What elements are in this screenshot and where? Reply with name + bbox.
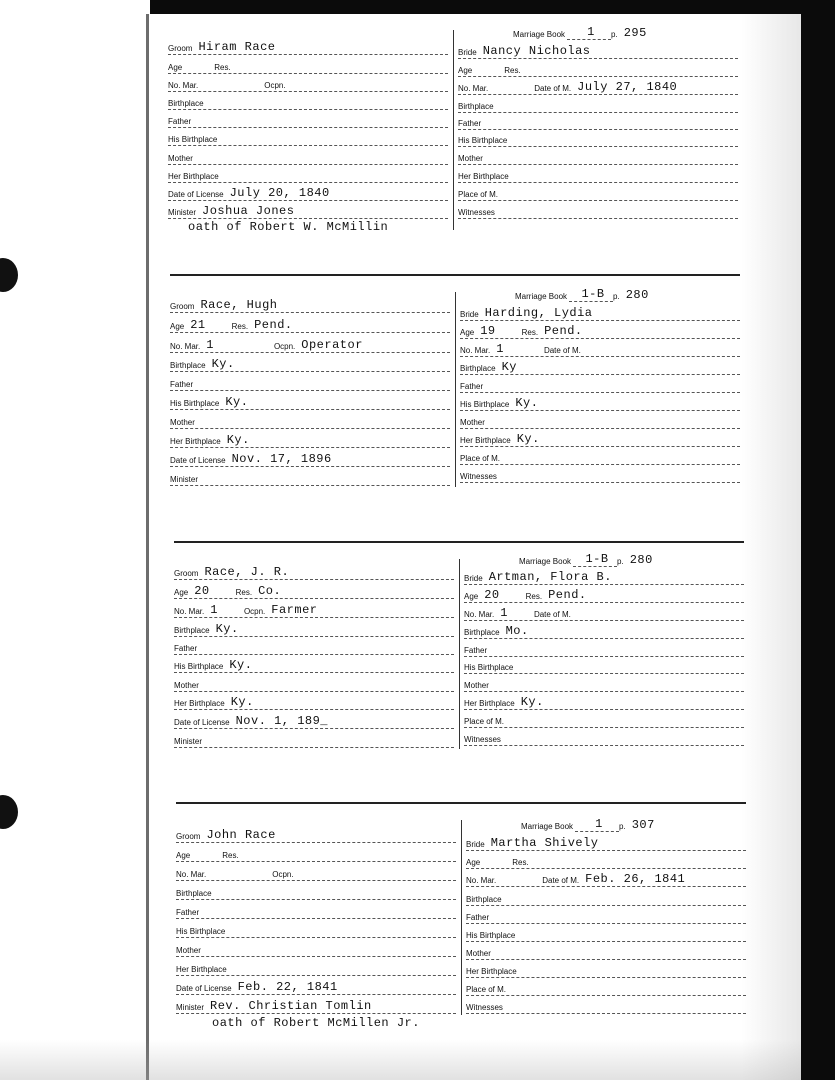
label-her-birthplace: Her Birthplace: [464, 699, 515, 708]
bride-birthplace-row: [458, 96, 738, 113]
label-marriage-book: Marriage Book: [519, 557, 572, 566]
label-date-of-license: Date of License: [176, 984, 232, 993]
label-mother: Mother: [460, 418, 485, 427]
bride-witnesses-row: [466, 997, 746, 1014]
label-her-birthplace: Her Birthplace: [458, 172, 509, 181]
label-her-birthplace: Her Birthplace: [176, 965, 227, 974]
groom-father-row: [170, 374, 450, 391]
label-marriage-book: Marriage Book: [521, 822, 574, 831]
label-age: Age: [466, 858, 481, 867]
punch-hole-lower: [0, 795, 18, 829]
groom-name: John Race: [206, 828, 276, 842]
scan-bottom-noise: [0, 1040, 801, 1080]
bride-age: 20: [484, 588, 500, 602]
marriage-book-number: 1-B: [569, 288, 613, 302]
label-his-birthplace: His Birthplace: [458, 136, 508, 145]
marriage-book-ref: [519, 551, 653, 567]
bride-name-row: [458, 42, 738, 59]
scan-frame-right: [801, 0, 835, 1080]
bride-nomar-row: [458, 78, 738, 95]
groom-age: 21: [190, 318, 206, 332]
label-her-birthplace: Her Birthplace: [466, 967, 517, 976]
label-bride: Bride: [458, 48, 477, 57]
bride-mother-row: [458, 148, 738, 165]
label-ocpn: Ocpn.: [272, 870, 294, 879]
marriage-book-page: 280: [629, 553, 653, 567]
bride-father-row: [458, 113, 738, 130]
bride-date-of-m: Feb. 26, 1841: [585, 872, 686, 886]
label-groom: Groom: [170, 302, 195, 311]
bride-age-row: [458, 60, 738, 77]
bride-res: Pend.: [548, 588, 587, 602]
label-birthplace: Birthplace: [458, 102, 494, 111]
marriage-book-ref: [515, 286, 649, 302]
bride-her-birthplace: Ky.: [520, 695, 544, 709]
bride-mother-row: [460, 412, 740, 429]
marriage-book-number: 1-B: [573, 553, 617, 567]
label-no-mar: No. Mar.: [466, 876, 497, 885]
label-ocpn: Ocpn.: [273, 342, 296, 351]
label-ocpn: Ocpn.: [243, 607, 266, 616]
card-top-rule: [170, 274, 740, 276]
label-no-mar: No. Mar.: [464, 610, 495, 619]
groom-mother-row: [170, 412, 450, 429]
groom-her-birthplace-row: [170, 431, 450, 448]
label-res: Res.: [222, 851, 239, 860]
marriage-book-page: 307: [631, 818, 655, 832]
label-his-birthplace: His Birthplace: [168, 135, 218, 144]
groom-her-birthplace: Ky.: [230, 695, 254, 709]
groom-name: Race, J. R.: [204, 565, 290, 579]
label-bride: Bride: [464, 574, 483, 583]
label-res: Res.: [512, 858, 529, 867]
label-page: p.: [617, 557, 624, 566]
groom-name-row: [168, 38, 448, 55]
groom-date-of-license: July 20, 1840: [229, 186, 330, 200]
label-birthplace: Birthplace: [460, 364, 496, 373]
bride-name: Artman, Flora B.: [488, 570, 612, 584]
bride-name-row: [466, 834, 746, 851]
bride-place-of-m-row: [464, 711, 744, 728]
marriage-card-3: [174, 541, 744, 751]
label-age: Age: [168, 63, 183, 72]
bride-name: Nancy Nicholas: [482, 44, 591, 58]
label-birthplace: Birthplace: [464, 628, 500, 637]
label-her-birthplace: Her Birthplace: [174, 699, 225, 708]
label-groom: Groom: [176, 832, 201, 841]
bride-birthplace-row: [460, 358, 740, 375]
label-mother: Mother: [176, 946, 201, 955]
label-res: Res.: [235, 588, 253, 597]
label-mother: Mother: [464, 681, 489, 690]
label-birthplace: Birthplace: [170, 361, 206, 370]
label-her-birthplace: Her Birthplace: [460, 436, 511, 445]
label-father: Father: [460, 382, 484, 391]
label-father: Father: [170, 380, 194, 389]
marriage-book-ref: [513, 24, 647, 40]
label-res: Res.: [214, 63, 231, 72]
bride-his-birthplace-row: [460, 394, 740, 411]
label-res: Res.: [521, 328, 539, 337]
bride-his-birthplace-row: [466, 925, 746, 942]
bride-father-row: [460, 376, 740, 393]
groom-license-row: [174, 712, 454, 729]
groom-name: Race, Hugh: [200, 298, 278, 312]
bride-birthplace: Ky: [501, 360, 517, 374]
groom-birthplace: Ky.: [215, 622, 239, 636]
label-date-of-m: Date of M.: [543, 346, 581, 355]
label-marriage-book: Marriage Book: [513, 30, 566, 39]
label-minister: Minister: [174, 737, 203, 746]
groom-ocpn: Operator: [301, 338, 363, 352]
bride-mother-row: [466, 943, 746, 960]
card-divider: [453, 30, 454, 230]
label-page: p.: [613, 292, 620, 301]
label-date-of-m: Date of M.: [533, 610, 571, 619]
label-page: p.: [619, 822, 626, 831]
groom-minister: Joshua Jones: [202, 204, 295, 218]
groom-license-row: [176, 978, 456, 995]
label-place-of-m: Place of M.: [458, 190, 499, 199]
groom-father-row: [174, 638, 454, 655]
label-father: Father: [464, 646, 488, 655]
label-birthplace: Birthplace: [168, 99, 204, 108]
card-note: oath of Robert McMillen Jr.: [212, 1016, 420, 1030]
scan-frame-top: [150, 0, 835, 14]
groom-minister-row: [170, 469, 450, 486]
groom-ocpn: Farmer: [271, 603, 318, 617]
bride-his-birthplace-row: [458, 130, 738, 147]
groom-his-birthplace-row: [170, 393, 450, 410]
scan-edge-shade: [741, 14, 801, 1080]
marriage-book-page: 295: [623, 26, 647, 40]
label-age: Age: [174, 588, 189, 597]
groom-his-birthplace-row: [176, 921, 456, 938]
label-mother: Mother: [174, 681, 199, 690]
bride-her-birthplace-row: [460, 430, 740, 447]
label-witnesses: Witnesses: [466, 1003, 503, 1012]
marriage-card-4: [176, 802, 746, 1042]
card-top-rule: [176, 802, 746, 804]
groom-no-mar: 1: [210, 603, 218, 617]
label-birthplace: Birthplace: [176, 889, 212, 898]
bride-age-row: [464, 586, 744, 603]
groom-date-of-license: Nov. 1, 189_: [235, 714, 329, 728]
bride-name: Harding, Lydia: [484, 306, 593, 320]
label-his-birthplace: His Birthplace: [176, 927, 226, 936]
bride-witnesses-row: [460, 466, 740, 483]
label-mother: Mother: [458, 154, 483, 163]
groom-father-row: [176, 902, 456, 919]
marriage-book-ref: [521, 816, 655, 832]
card-divider: [455, 292, 456, 487]
groom-license-row: [168, 184, 448, 201]
label-her-birthplace: Her Birthplace: [170, 437, 221, 446]
label-no-mar: No. Mar.: [170, 342, 201, 351]
groom-his-birthplace: Ky.: [225, 395, 249, 409]
groom-license-row: [170, 450, 450, 467]
label-no-mar: No. Mar.: [168, 81, 199, 90]
bride-birthplace-row: [464, 622, 744, 639]
groom-name: Hiram Race: [198, 40, 276, 54]
label-date-of-license: Date of License: [170, 456, 226, 465]
bride-name-row: [464, 568, 744, 585]
label-no-mar: No. Mar.: [458, 84, 489, 93]
bride-no-mar: 1: [500, 606, 508, 620]
label-birthplace: Birthplace: [174, 626, 210, 635]
label-witnesses: Witnesses: [458, 208, 495, 217]
punch-hole-upper: [0, 258, 18, 292]
label-groom: Groom: [168, 44, 193, 53]
label-res: Res.: [525, 592, 543, 601]
groom-age-row: [168, 57, 448, 74]
bride-her-birthplace-row: [466, 961, 746, 978]
bride-age: 19: [480, 324, 496, 338]
bride-nomar-row: [460, 340, 740, 357]
groom-minister-row: [174, 731, 454, 748]
groom-birthplace: Ky.: [211, 357, 235, 371]
bride-place-of-m-row: [466, 979, 746, 996]
bride-his-birthplace: Ky.: [515, 396, 539, 410]
label-birthplace: Birthplace: [466, 895, 502, 904]
groom-mother-row: [168, 148, 448, 165]
label-place-of-m: Place of M.: [460, 454, 501, 463]
bride-birthplace-row: [466, 889, 746, 906]
bride-name: Martha Shively: [490, 836, 599, 850]
label-mother: Mother: [170, 418, 195, 427]
label-place-of-m: Place of M.: [464, 717, 505, 726]
card-top-rule: [174, 541, 744, 543]
groom-birthplace-row: [176, 883, 456, 900]
label-mother: Mother: [466, 949, 491, 958]
label-minister: Minister: [176, 1003, 205, 1012]
label-bride: Bride: [466, 840, 485, 849]
marriage-card-1: [168, 20, 738, 234]
bride-age-row: [466, 852, 746, 869]
label-witnesses: Witnesses: [464, 735, 501, 744]
groom-no-mar: 1: [206, 338, 214, 352]
bride-mother-row: [464, 675, 744, 692]
bride-her-birthplace-row: [458, 166, 738, 183]
groom-name-row: [170, 296, 450, 313]
bride-place-of-m-row: [460, 448, 740, 465]
marriage-book-number: 1: [567, 26, 611, 40]
groom-mother-row: [176, 940, 456, 957]
bride-date-of-m: July 27, 1840: [577, 80, 678, 94]
bride-her-birthplace-row: [464, 693, 744, 710]
bride-her-birthplace: Ky.: [516, 432, 540, 446]
groom-birthplace-row: [168, 93, 448, 110]
label-page: p.: [611, 30, 618, 39]
groom-mother-row: [174, 675, 454, 692]
bride-no-mar: 1: [496, 342, 504, 356]
label-no-mar: No. Mar.: [460, 346, 491, 355]
label-date-of-m: Date of M.: [542, 876, 580, 885]
marriage-book-number: 1: [575, 818, 619, 832]
groom-minister-row: [168, 202, 448, 219]
label-minister: Minister: [168, 208, 197, 217]
groom-nomar-row: [174, 601, 454, 618]
groom-date-of-license: Feb. 22, 1841: [237, 980, 338, 994]
label-father: Father: [466, 913, 490, 922]
groom-minister-row: [176, 997, 456, 1014]
bride-father-row: [464, 640, 744, 657]
label-his-birthplace: His Birthplace: [460, 400, 510, 409]
bride-birthplace: Mo.: [505, 624, 529, 638]
label-ocpn: Ocpn.: [264, 81, 286, 90]
groom-his-birthplace-row: [174, 656, 454, 673]
groom-name-row: [174, 563, 454, 580]
groom-her-birthplace-row: [174, 693, 454, 710]
bride-age-row: [460, 322, 740, 339]
label-place-of-m: Place of M.: [466, 985, 507, 994]
groom-age-row: [174, 582, 454, 599]
label-father: Father: [168, 117, 192, 126]
bride-father-row: [466, 907, 746, 924]
marriage-card-2: [170, 274, 740, 489]
label-res: Res.: [231, 322, 249, 331]
label-mother: Mother: [168, 154, 193, 163]
groom-date-of-license: Nov. 17, 1896: [231, 452, 332, 466]
label-his-birthplace: His Birthplace: [464, 663, 514, 672]
label-father: Father: [174, 644, 198, 653]
groom-name-row: [176, 826, 456, 843]
label-his-birthplace: His Birthplace: [174, 662, 224, 671]
bride-res: Pend.: [544, 324, 583, 338]
page-left-edge: [146, 14, 149, 1080]
label-age: Age: [170, 322, 185, 331]
label-marriage-book: Marriage Book: [515, 292, 568, 301]
groom-nomar-row: [176, 864, 456, 881]
label-no-mar: No. Mar.: [174, 607, 205, 616]
groom-res: Co.: [258, 584, 282, 598]
label-witnesses: Witnesses: [460, 472, 497, 481]
bride-name-row: [460, 304, 740, 321]
card-note: oath of Robert W. McMillin: [188, 220, 389, 234]
label-groom: Groom: [174, 569, 199, 578]
label-bride: Bride: [460, 310, 479, 319]
label-date-of-license: Date of License: [174, 718, 230, 727]
label-age: Age: [460, 328, 475, 337]
groom-birthplace-row: [170, 355, 450, 372]
label-date-of-m: Date of M.: [534, 84, 572, 93]
bride-witnesses-row: [464, 729, 744, 746]
bride-his-birthplace-row: [464, 657, 744, 674]
groom-res: Pend.: [254, 318, 293, 332]
label-her-birthplace: Her Birthplace: [168, 172, 219, 181]
groom-age: 20: [194, 584, 210, 598]
label-no-mar: No. Mar.: [176, 870, 207, 879]
groom-nomar-row: [168, 75, 448, 92]
groom-minister: Rev. Christian Tomlin: [210, 999, 372, 1013]
groom-age-row: [170, 316, 450, 333]
bride-nomar-row: [464, 604, 744, 621]
bride-witnesses-row: [458, 202, 738, 219]
groom-her-birthplace: Ky.: [226, 433, 250, 447]
label-his-birthplace: His Birthplace: [466, 931, 516, 940]
label-his-birthplace: His Birthplace: [170, 399, 220, 408]
label-minister: Minister: [170, 475, 199, 484]
groom-birthplace-row: [174, 620, 454, 637]
bride-place-of-m-row: [458, 184, 738, 201]
label-father: Father: [458, 119, 482, 128]
marriage-book-page: 280: [625, 288, 649, 302]
groom-his-birthplace-row: [168, 129, 448, 146]
groom-nomar-row: [170, 336, 450, 353]
groom-age-row: [176, 845, 456, 862]
groom-her-birthplace-row: [176, 959, 456, 976]
card-divider: [461, 820, 462, 1015]
label-date-of-license: Date of License: [168, 190, 224, 199]
label-father: Father: [176, 908, 200, 917]
groom-her-birthplace-row: [168, 166, 448, 183]
label-age: Age: [176, 851, 191, 860]
groom-father-row: [168, 111, 448, 128]
bride-nomar-row: [466, 870, 746, 887]
card-divider: [459, 559, 460, 749]
label-res: Res.: [504, 66, 521, 75]
groom-his-birthplace: Ky.: [229, 658, 253, 672]
label-age: Age: [458, 66, 473, 75]
label-age: Age: [464, 592, 479, 601]
